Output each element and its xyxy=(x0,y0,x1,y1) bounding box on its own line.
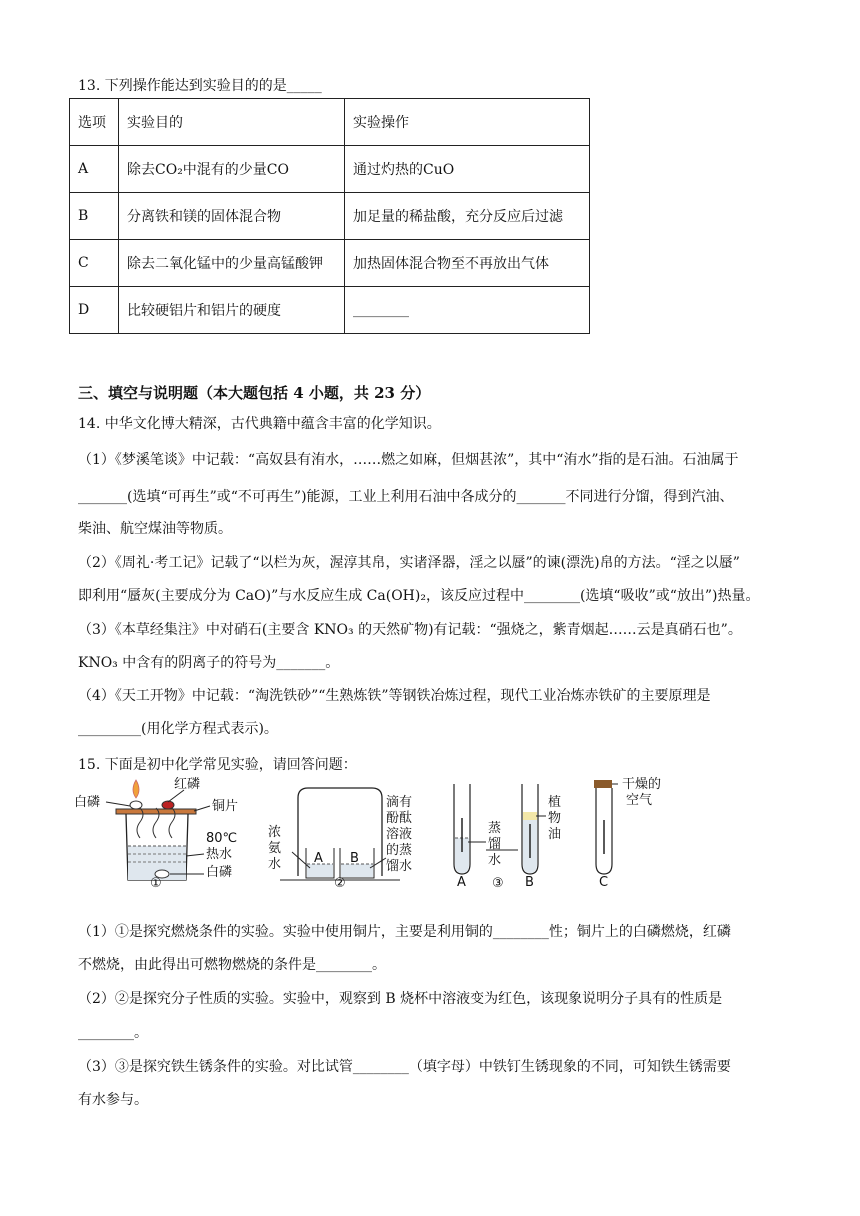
figure-label: 热水 xyxy=(206,847,233,862)
figure-label: 浓 xyxy=(268,825,282,840)
figure-label: 馏 xyxy=(488,837,502,852)
figure-label: 酚酞 xyxy=(386,811,413,826)
figure-label: A xyxy=(457,875,466,888)
figure-label: 滴有 xyxy=(386,795,413,810)
figure-label: 红磷 xyxy=(174,777,201,792)
question-14-part3-line2: KNO₃ 中含有的阴离子的符号为_______。 xyxy=(78,655,340,671)
figure-label: 物 xyxy=(548,811,562,826)
table-header-row xyxy=(70,99,590,146)
figure-2-molecular-motion xyxy=(268,788,412,888)
figure-label: 的蒸 xyxy=(386,843,413,858)
question-14-part1-line2: _______(选填“可再生”或“不可再生”)能源，工业上利用石油中各成分的_______不同进行分馏，得到汽油、 xyxy=(78,489,734,505)
question-14-part3-line1: （3）《本草经集注》中对硝石(主要含 KNO₃ 的天然矿物)有记载：“强烧之，紫青烟起……云是真硝石也”。 xyxy=(78,622,742,638)
figure-number: ② xyxy=(334,876,346,888)
question-14-part1-line1: （1）《梦溪笔谈》中记载：“高奴县有洧水，……燃之如麻，但烟甚浓”，其中“洧水”指的是石油。石油属于 xyxy=(78,452,739,468)
question-14-part2-line1: （2）《周礼·考工记》记载了“以栏为灰，渥淳其帛，实诸泽器，淫之以蜃”的谏(漂洗)帛的方法。“淫之以蜃” xyxy=(78,555,740,571)
question-14-part2-line2: 即利用“蜃灰(主要成分为 CaO)”与水反应生成 Ca(OH)₂，该反应过程中________(选填“吸收”或“放出”)热量。 xyxy=(78,588,760,604)
question-14-part4-line1: （4）《天工开物》中记载：“淘洗铁砂”“生熟炼铁”等钢铁冶炼过程，现代工业冶炼赤铁矿的主要原理是 xyxy=(78,688,711,704)
question-15-part3-line2: 有水参与。 xyxy=(78,1092,148,1108)
figure-3-rusting xyxy=(454,777,661,888)
answer-blank[interactable]: ________ xyxy=(345,287,590,334)
figure-label: 空气 xyxy=(626,793,653,808)
table-row xyxy=(70,287,590,334)
table-cell: A xyxy=(70,146,119,193)
copper-plate xyxy=(116,809,196,814)
figure-label: 水 xyxy=(268,857,282,872)
experiment-figures-svg xyxy=(70,776,790,888)
figure-label: 植 xyxy=(548,795,562,810)
table-cell: 通过灼热的CuO xyxy=(345,146,590,193)
question-14-part1-line3: 柴油、航空煤油等物质。 xyxy=(78,521,232,537)
question-13-stem: 13. 下列操作能达到实验目的的是_____ xyxy=(78,78,322,94)
question-14-part4-line2: _________(用化学方程式表示)。 xyxy=(78,721,278,737)
flame-icon xyxy=(133,780,139,798)
figure-label: 溶液 xyxy=(386,827,413,842)
figure-label: B xyxy=(525,875,534,888)
table-cell: B xyxy=(70,193,119,240)
question-15-part3-line1: （3）③是探究铁生锈条件的实验。对比试管________（填字母）中铁钉生锈现象的不同，可知铁生锈需要 xyxy=(78,1059,731,1075)
table-header-cell: 实验目的 xyxy=(119,99,345,146)
figure-number: ① xyxy=(150,876,162,888)
white-phosphorus-on-plate xyxy=(130,801,142,809)
section-heading: 三、填空与说明题（本大题包括 4 小题，共 23 分） xyxy=(78,384,431,402)
table-row xyxy=(70,193,590,240)
figure-1-combustion xyxy=(74,776,238,888)
stopper-C xyxy=(594,780,612,788)
table-cell: 除去二氧化锰中的少量高锰酸钾 xyxy=(119,240,345,287)
figure-number: ③ xyxy=(492,876,504,888)
question-15-part1-line2: 不燃烧，由此得出可燃物燃烧的条件是________。 xyxy=(78,957,386,973)
table-cell: 除去CO₂中混有的少量CO xyxy=(119,146,345,193)
figure-label: 铜片 xyxy=(212,799,239,814)
figure-label: 氨 xyxy=(268,841,282,856)
question-15-part2-line2: ________。 xyxy=(78,1025,148,1041)
table-cell: 加足量的稀盐酸，充分反应后过滤 xyxy=(345,193,590,240)
figure-label: 油 xyxy=(548,827,562,842)
figure-label: 水 xyxy=(488,853,502,868)
experiment-figures xyxy=(70,776,790,888)
vegetable-oil-layer xyxy=(523,812,537,820)
figure-label: 蒸 xyxy=(488,821,502,836)
table-row xyxy=(70,240,590,287)
table-cell: C xyxy=(70,240,119,287)
table-cell: 比较硬铝片和铝片的硬度 xyxy=(119,287,345,334)
figure-label: 80℃ xyxy=(206,831,238,846)
figure-label: A xyxy=(314,851,323,866)
question-15-part1-line1: （1）①是探究燃烧条件的实验。实验中使用铜片，主要是利用铜的________性；铜片上的白磷燃烧，红磷 xyxy=(78,924,731,940)
question-14-stem: 14. 中华文化博大精深，古代典籍中蕴含丰富的化学知识。 xyxy=(78,416,441,432)
experiment-table xyxy=(69,98,590,334)
table-row xyxy=(70,146,590,193)
table-cell: D xyxy=(70,287,119,334)
table-cell: 分离铁和镁的固体混合物 xyxy=(119,193,345,240)
red-phosphorus xyxy=(162,801,174,809)
figure-label: 馏水 xyxy=(386,859,413,874)
table-cell: 加热固体混合物至不再放出气体 xyxy=(345,240,590,287)
question-15-stem: 15. 下面是初中化学常见实验，请回答问题： xyxy=(78,757,357,773)
figure-label: 白磷 xyxy=(206,865,233,880)
figure-label: 干燥的 xyxy=(622,777,662,792)
figure-label: 白磷 xyxy=(74,795,101,810)
figure-label: C xyxy=(599,875,609,888)
figure-label: B xyxy=(350,851,359,866)
table-header-cell: 实验操作 xyxy=(345,99,590,146)
question-15-part2-line1: （2）②是探究分子性质的实验。实验中，观察到 B 烧杯中溶液变为红色，该现象说明分子具有的性质是 xyxy=(78,991,723,1007)
table-header-cell: 选项 xyxy=(70,99,119,146)
